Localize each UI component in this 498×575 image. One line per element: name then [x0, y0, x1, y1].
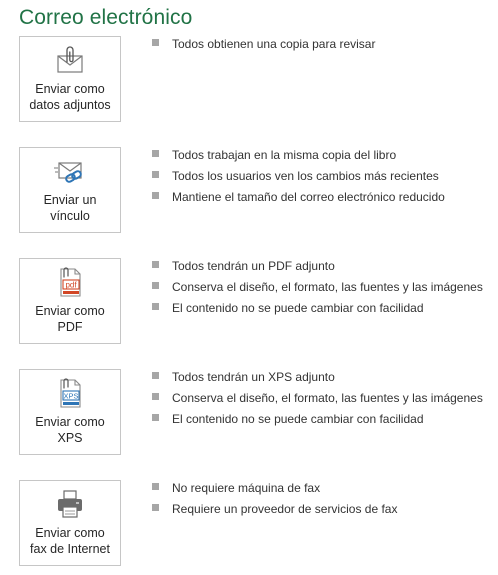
bullet-square-icon: [152, 414, 159, 421]
label-line: fax de Internet: [30, 542, 110, 556]
label-line: Enviar como: [35, 82, 105, 96]
list-item: Conserva el diseño, el formato, las fuentes y las imágenes: [152, 390, 483, 411]
xps-attachment-icon: [54, 377, 86, 409]
send-as-xps-option: [19, 369, 498, 455]
send-as-internet-fax-button[interactable]: [19, 480, 121, 566]
bullet-square-icon: [152, 171, 159, 178]
bullet-list: [152, 369, 483, 432]
bullet-list: [152, 36, 375, 57]
send-link-option: [19, 147, 498, 233]
send-as-xps-label: [20, 414, 120, 446]
send-as-pdf-button[interactable]: [19, 258, 121, 344]
list-item: Todos trabajan en la misma copia del libro: [152, 147, 445, 168]
label-line: XPS: [57, 431, 83, 445]
send-link-label: [20, 192, 120, 224]
label-line: PDF: [57, 320, 83, 334]
label-line: Enviar un: [43, 193, 97, 207]
label-line: Enviar como: [35, 304, 105, 318]
send-link-button[interactable]: [19, 147, 121, 233]
list-item: No requiere máquina de fax: [152, 480, 397, 501]
send-as-pdf-label: [20, 303, 120, 335]
xps-icon-text: XPS: [63, 391, 79, 401]
send-as-attachment-option: [19, 36, 498, 122]
paperclip-envelope-icon: [54, 44, 86, 76]
bullet-square-icon: [152, 282, 159, 289]
send-as-attachment-label: [20, 81, 120, 113]
fax-printer-icon: [54, 488, 86, 520]
pdf-attachment-icon: [54, 266, 86, 298]
envelope-link-icon: [54, 155, 86, 187]
list-item: Todos tendrán un PDF adjunto: [152, 258, 483, 279]
bullet-square-icon: [152, 483, 159, 490]
send-as-attachment-button[interactable]: [19, 36, 121, 122]
bullet-list: [152, 258, 483, 321]
pdf-icon-text: pdf: [65, 280, 77, 290]
list-item: Conserva el diseño, el formato, las fuentes y las imágenes: [152, 279, 483, 300]
label-line: datos adjuntos: [29, 98, 111, 112]
label-line: Enviar como: [35, 415, 105, 429]
list-item: El contenido no se puede cambiar con facilidad: [152, 411, 483, 432]
bullet-square-icon: [152, 504, 159, 511]
send-as-internet-fax-label: [20, 525, 120, 557]
label-line: Enviar como: [35, 526, 105, 540]
label-line: vínculo: [50, 209, 90, 223]
send-as-internet-fax-option: [19, 480, 498, 566]
bullet-square-icon: [152, 261, 159, 268]
list-item: Mantiene el tamaño del correo electrónico reducido: [152, 189, 445, 210]
bullet-square-icon: [152, 192, 159, 199]
list-item: El contenido no se puede cambiar con facilidad: [152, 300, 483, 321]
list-item: Requiere un proveedor de servicios de fax: [152, 501, 397, 522]
bullet-square-icon: [152, 393, 159, 400]
bullet-square-icon: [152, 303, 159, 310]
list-item: Todos tendrán un XPS adjunto: [152, 369, 483, 390]
bullet-list: [152, 147, 445, 210]
bullet-square-icon: [152, 372, 159, 379]
send-as-xps-button[interactable]: [19, 369, 121, 455]
send-as-pdf-option: [19, 258, 498, 344]
page-title: Correo electrónico: [19, 6, 193, 29]
list-item: Todos obtienen una copia para revisar: [152, 36, 375, 57]
bullet-list: [152, 480, 397, 522]
list-item: Todos los usuarios ven los cambios más recientes: [152, 168, 445, 189]
bullet-square-icon: [152, 150, 159, 157]
bullet-square-icon: [152, 39, 159, 46]
